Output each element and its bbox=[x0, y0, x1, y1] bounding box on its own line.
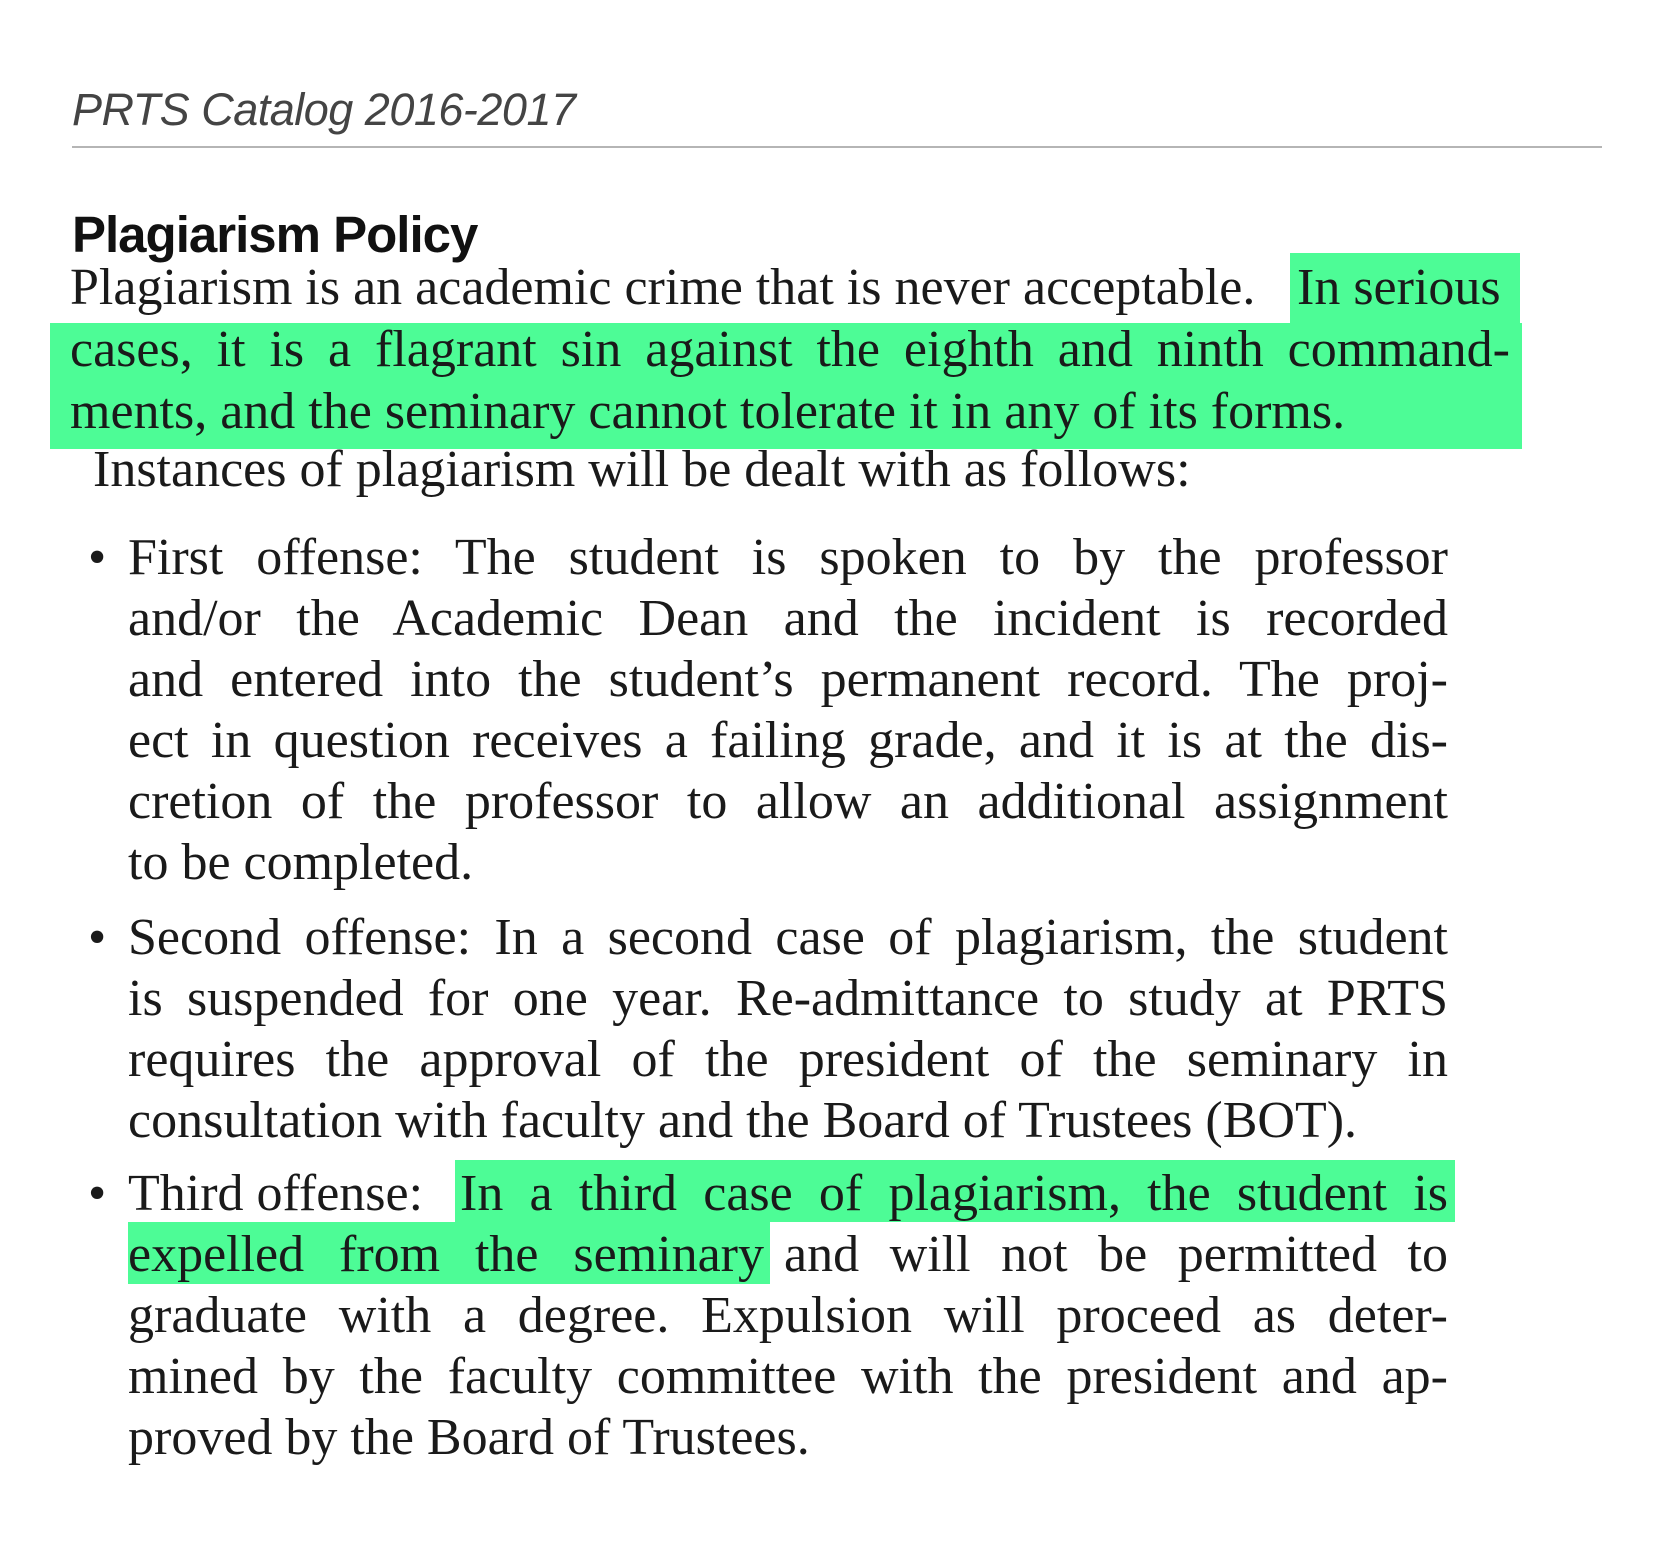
first-offense-line-6: to be completed. bbox=[128, 834, 474, 891]
intro-line-1-highlighted: In serious bbox=[1297, 259, 1501, 316]
first-offense-line-3: and entered into the student’s permanent record. The proj- bbox=[128, 651, 1448, 708]
first-offense-line-2: and/or the Academic Dean and the incident is recorded bbox=[128, 590, 1448, 647]
third-offense-label: Third offense: bbox=[128, 1165, 424, 1222]
first-offense-line-1: First offense: The student is spoken to by the professor bbox=[128, 529, 1448, 586]
bullet: • bbox=[88, 1165, 107, 1222]
header-rule bbox=[72, 146, 1602, 148]
third-offense-highlight-2: expelled from the seminary bbox=[128, 1226, 764, 1283]
running-head: PRTS Catalog 2016-2017 bbox=[72, 84, 576, 135]
third-offense-line-4: mined by the faculty committee with the president and ap- bbox=[128, 1348, 1448, 1405]
third-offense-line-3: graduate with a degree. Expulsion will proceed as deter- bbox=[128, 1287, 1448, 1344]
third-offense-line-5: proved by the Board of Trustees. bbox=[128, 1409, 810, 1466]
second-offense-line-4: consultation with faculty and the Board of Trustees (BOT). bbox=[128, 1092, 1358, 1149]
bullet: • bbox=[88, 529, 107, 586]
third-offense-highlight-1: In a third case of plagiarism, the student is bbox=[460, 1165, 1448, 1222]
bullet: • bbox=[88, 909, 107, 966]
intro-line-3: ments, and the seminary cannot tolerate it in any of its forms. bbox=[70, 383, 1346, 440]
intro-line-1: Plagiarism is an academic crime that is never acceptable. bbox=[70, 259, 1256, 316]
intro-line-2: cases, it is a flagrant sin against the eighth and ninth command- bbox=[70, 321, 1510, 378]
third-offense-rest-2: and will not be permitted to bbox=[784, 1226, 1448, 1283]
first-offense-line-4: ect in question receives a failing grade, and it is at the dis- bbox=[128, 712, 1448, 769]
intro-line-4: Instances of plagiarism will be dealt with as follows: bbox=[93, 441, 1191, 498]
second-offense-line-3: requires the approval of the president of the seminary in bbox=[128, 1031, 1448, 1088]
second-offense-line-1: Second offense: In a second case of plagiarism, the student bbox=[128, 909, 1448, 966]
second-offense-line-2: is suspended for one year. Re-admittance to study at PRTS bbox=[128, 970, 1448, 1027]
section-title: Plagiarism Policy bbox=[72, 206, 478, 263]
first-offense-line-5: cretion of the professor to allow an additional assignment bbox=[128, 773, 1448, 830]
